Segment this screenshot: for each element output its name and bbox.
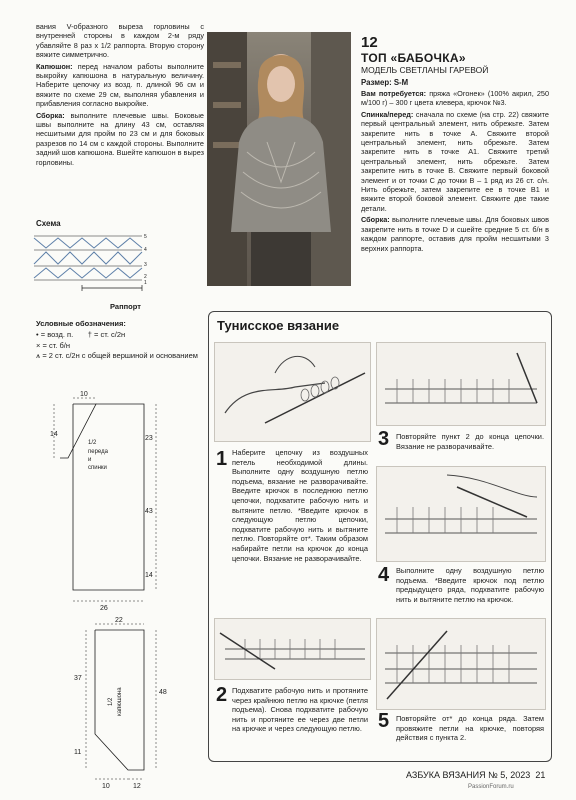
model-photo <box>207 32 351 286</box>
model-photo-illustration <box>207 32 351 286</box>
size-value: S-M <box>393 78 409 87</box>
spinka-text: сначала по схеме (на стр. 22) свяжите первый центральный элемент, нить обрежьте. Затем закрепите нить в точке А. Свяжите второй центральный элемент, нить обрежьте. Затем закрепите нить в точке А1. Свяжите третий центральный элемент, нить обрежьте. Затем закрепите нить в точке В. Свяжите первый боковой элемент и от точки С до точки В – 1 ряд из 26 ст. с/н. Нить обрежьте, затем закрепите ее в точке В1 и вяжите второй боковой элемент. Свяжите две такие детали. <box>361 109 549 213</box>
step-3-text: Повторяйте пункт 2 до конца цепочки. Вязание не разворачивайте. <box>396 432 544 451</box>
hood-label-1: 1/2 <box>108 697 114 706</box>
row-number-1: 1 <box>144 280 147 286</box>
front-label-4: спинки <box>88 465 107 471</box>
step-2-text: Подхватите рабочую нить и протяните через крайнюю петлю на крючке (петля подъема). Снова подхватите рабочую нить и протяните ее через две петли на крючке и через следующую петлю. <box>232 686 368 734</box>
page-footer <box>406 770 545 780</box>
step-1-illustration <box>214 342 371 442</box>
paragraph-hood <box>36 62 204 109</box>
row-number-3: 3 <box>144 262 147 268</box>
step-4-illustration <box>376 466 546 562</box>
front-dim-right-bottom: 14 <box>145 572 153 579</box>
step-5-stitches-drawing <box>377 619 545 709</box>
step-3-illustration <box>376 342 546 426</box>
hood-heading: Капюшон: <box>36 61 73 71</box>
hood-dim-bottom-b: 12 <box>133 783 141 790</box>
tunisian-title: Тунисское вязание <box>217 318 340 333</box>
materials-paragraph <box>361 89 549 108</box>
hood-dim-left-bottom: 11 <box>74 749 82 756</box>
sborka-text: выполните плечевые швы. Для боковых швов закрепите нить в точке D и сшейте средние 5 ст. б/н в каждом раппорте, оставив для пройм несшитыми 3 верхних раппорта. <box>361 215 549 253</box>
front-label-3: и <box>88 457 92 463</box>
legend-text-cluster: = 2 ст. с/2н с общей вершиной и основанием <box>42 351 198 360</box>
front-label-1: 1/2 <box>88 440 97 446</box>
step-3-stitches-drawing <box>377 343 545 425</box>
legend-row-3 <box>36 351 201 360</box>
materials-heading: Вам потребуется: <box>361 89 427 98</box>
front-back-pattern-drawing <box>40 390 190 615</box>
front-dim-right-mid: 43 <box>145 508 153 515</box>
page-number: 21 <box>535 770 546 780</box>
row-number-4: 4 <box>144 247 147 253</box>
hood-pattern-drawing <box>40 616 190 796</box>
front-dim-left: 14 <box>50 431 58 438</box>
step-2-illustration <box>214 618 371 680</box>
step-1-number: 1 <box>216 448 228 470</box>
legend-text-sc: = ст. б/н <box>42 341 70 350</box>
size-label: Размер: <box>361 78 392 87</box>
step-1-text: Наберите цепочку из воздушных петель необходимой длины. Выполните одну воздушную петлю подъема, вязание не разворачивайте. Введите крючок в последнюю петлю цепочки, подхватите рабочую нить и вытяните петлю. *Введите крючок в следующую петлю цепочки, подхватите рабочую нить и вытяните петлю. Повторяйте от*. Таким образом набирайте петли на крючок до конца цепочки. Вязание не разворачивайте. <box>232 448 368 563</box>
assembly-heading: Сборка: <box>36 110 65 120</box>
front-dim-top: 10 <box>80 391 88 398</box>
step-4-number: 4 <box>378 564 390 586</box>
hands-hook-drawing <box>215 343 370 441</box>
step-2-stitches-drawing <box>215 619 370 679</box>
legend-symbol-sc: × <box>36 341 41 350</box>
paragraph-assembly <box>36 111 204 167</box>
spinka-paragraph <box>361 110 549 213</box>
row-number-2: 2 <box>144 274 147 280</box>
front-dim-right-top: 23 <box>145 435 153 442</box>
hood-dim-top: 22 <box>115 617 123 624</box>
watermark: PassionForum.ru <box>468 784 514 790</box>
hood-text: перед началом работы выполните выкройку капюшона в натуральную величину. Наберите цепочку из возд. п. длиной 96 см и вяжите по схеме 29 см, выполняя убавления и прибавления согласно выкройке. <box>36 61 204 109</box>
step-4-text: Выполните одну воздушную петлю подъема. *Введите крючок под петлю предыдущего ряда, подхватите рабочую нить и вытяните петлю на крючок. <box>396 566 544 604</box>
size-line <box>361 78 549 87</box>
hood-label-2: капюшона <box>117 687 123 716</box>
scheme-label: Схема <box>36 219 61 228</box>
project-description <box>361 34 549 253</box>
hood-dim-bottom-a: 10 <box>102 783 110 790</box>
step-5-illustration <box>376 618 546 710</box>
legend-row-1 <box>36 329 201 340</box>
crochet-scheme-chart <box>30 226 202 306</box>
step-3-number: 3 <box>378 428 390 450</box>
legend-symbol-dc2: † <box>87 330 92 339</box>
legend <box>36 318 201 360</box>
paragraph-neckline: вания V-образного выреза горловины с внутренней стороны в каждом 2-м ряду убавляйте 8 раз х 1/2 раппорта. Вторую сторону вяжите симметрично. <box>36 22 204 60</box>
row-number-5: 5 <box>144 234 147 240</box>
rapport-label: Раппорт <box>110 302 141 311</box>
step-4-stitches-drawing <box>377 467 545 561</box>
legend-row-2 <box>36 340 201 351</box>
legend-title: Условные обозначения: <box>36 319 126 328</box>
left-text-column <box>36 22 204 169</box>
project-subtitle: МОДЕЛЬ СВЕТЛАНЫ ГАРЕВОЙ <box>361 65 489 75</box>
project-number: 12 <box>361 34 378 51</box>
hood-dim-left-top: 37 <box>74 675 82 682</box>
hood-dim-right: 48 <box>159 689 167 696</box>
sborka-paragraph <box>361 215 549 253</box>
project-title: ТОП «БАБОЧКА» <box>361 51 466 65</box>
assembly-text: выполните плечевые швы. Боковые швы выполните на длину 43 см, оставляя несшитыми для пройм по 23 см и для боковых разрезов по 14 см с каждой стороны. Выполните задний шов капюшона. Вшейте капюшон в вырез горловины. <box>36 110 204 167</box>
step-5-text: Повторяйте от* до конца ряда. Затем провяжите петли на крючке, повторяя действия с пункта 2. <box>396 714 544 743</box>
spinka-heading: Спинка/перед: <box>361 109 414 119</box>
step-2-number: 2 <box>216 684 228 706</box>
legend-symbol-chain: • <box>36 330 39 339</box>
materials-text: пряжа «Огонек» (100% акрил, 250 м/100 г) – 300 г цвета клевера, крючок №3. <box>361 89 549 108</box>
front-label-2: переда <box>88 449 108 455</box>
sborka-heading: Сборка: <box>361 215 390 225</box>
legend-symbol-cluster: ⩚ <box>36 351 41 360</box>
step-5-number: 5 <box>378 710 390 732</box>
magazine-name: АЗБУКА ВЯЗАНИЯ № 5, 2023 <box>406 770 531 780</box>
legend-text-chain: = возд. п. <box>40 330 74 339</box>
legend-text-dc2: = ст. с/2н <box>94 330 126 339</box>
front-dim-bottom: 26 <box>100 605 108 612</box>
